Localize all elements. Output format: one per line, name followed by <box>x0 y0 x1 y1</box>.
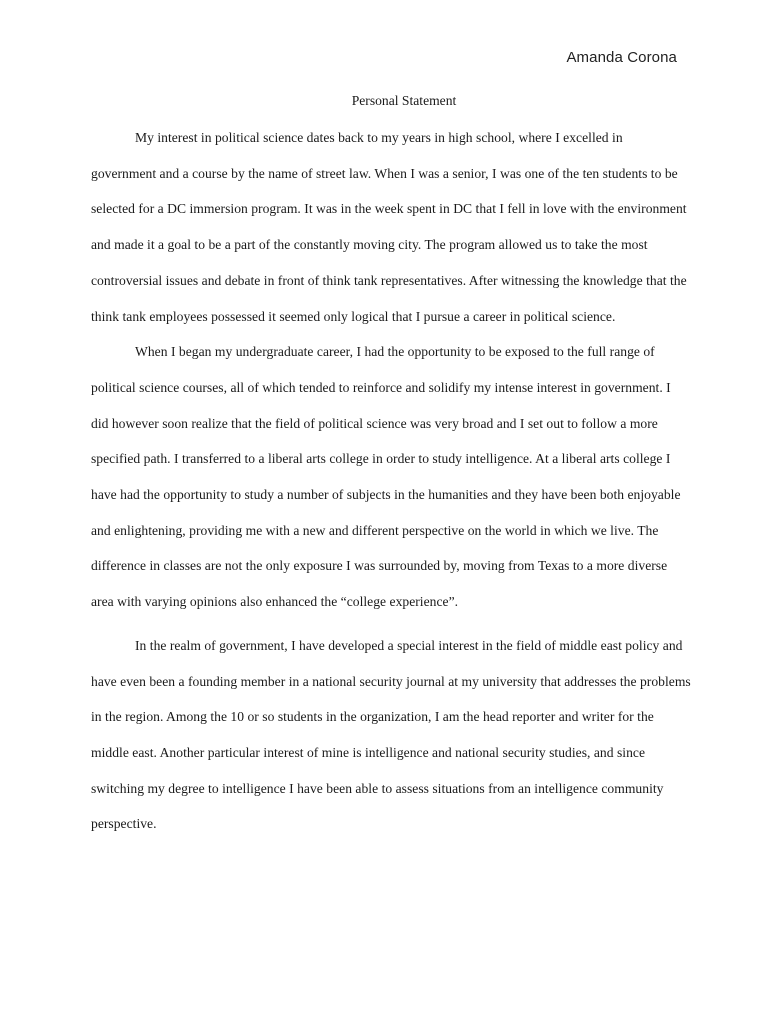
author-name: Amanda Corona <box>566 49 677 66</box>
document-body <box>91 120 691 842</box>
paragraph: In the realm of government, I have developed a special interest in the field of middle east policy and have even been a founding member in a national security journal at my university that addresses the problems in the region. Among the 10 or so students in the organization, I am the head reporter and writer for the middle east. Another particular interest of mine is intelligence and national security studies, and since switching my degree to intelligence I have been able to assess situations from an intelligence community perspective. <box>91 637 691 832</box>
paragraph: My interest in political science dates back to my years in high school, where I excelled in government and a course by the name of street law. When I was a senior, I was one of the ten students to be selected for a DC immersion program. It was in the week spent in DC that I fell in love with the environment and made it a goal to be a part of the constantly moving city. The program allowed us to take the most controversial issues and debate in front of think tank representatives. After witnessing the knowledge that the think tank employees possessed it seemed only logical that I pursue a career in political science. <box>91 130 687 324</box>
paragraph: When I began my undergraduate career, I had the opportunity to be exposed to the full range of political science courses, all of which tended to reinforce and solidify my intense interest in government. I did however soon realize that the field of political science was very broad and I set out to follow a more specified path. I transferred to a liberal arts college in order to study intelligence. At a liberal arts college I have had the opportunity to study a number of subjects in the humanities and they have been both enjoyable and enlightening, providing me with a new and different perspective on the world in which we live. The difference in classes are not the only exposure I was surrounded by, moving from Texas to a more diverse area with varying opinions also enhanced the “college experience”. <box>91 344 681 610</box>
document-title: Personal Statement <box>351 93 457 108</box>
